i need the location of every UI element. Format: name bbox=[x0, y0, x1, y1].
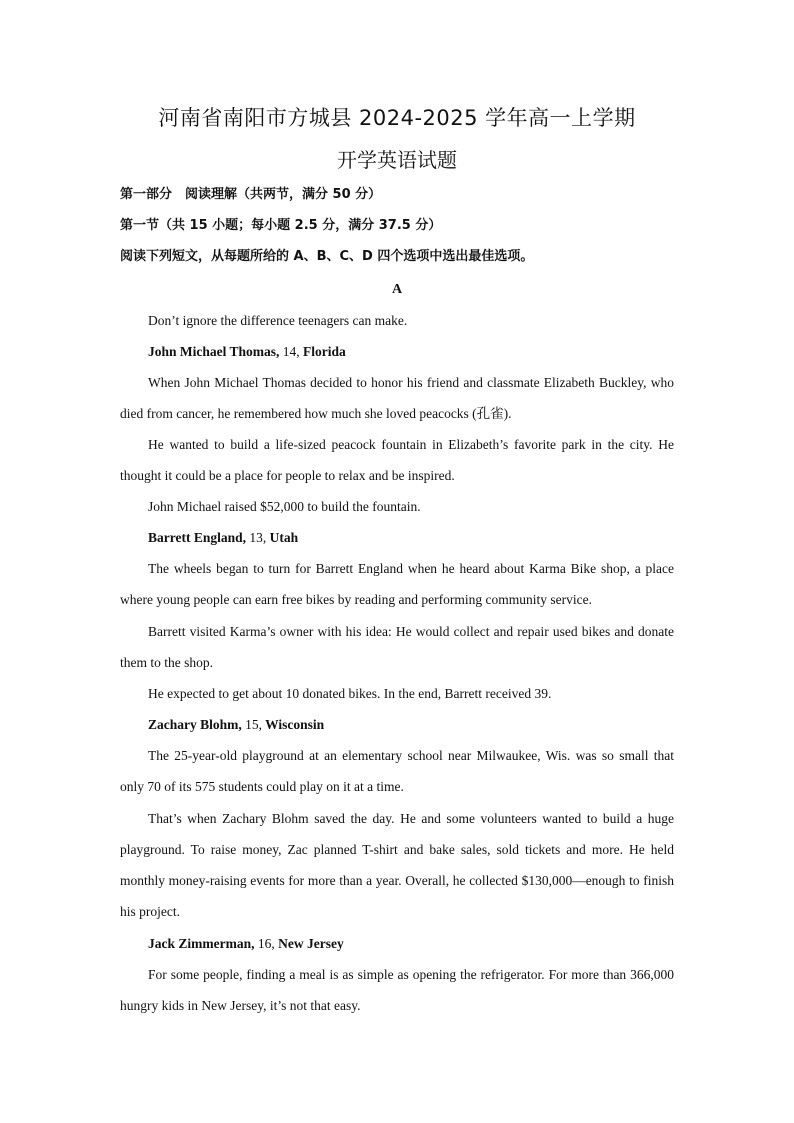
directions: 阅读下列短文，从每题所给的 A、B、C、D 四个选项中选出最佳选项。 bbox=[120, 249, 534, 264]
passage-intro: Don’t ignore the difference teenagers can make. bbox=[148, 313, 408, 328]
person-heading bbox=[120, 522, 674, 553]
paragraph: That’s when Zachary Blohm saved the day. He and some volunteers wanted to build a huge playground. To raise money, Zac planned T-shirt and bake sales, sold tickets and more. He held monthly money-raising events for more than a year. Overall, he collected $130,000—enough to finish his project. bbox=[120, 811, 674, 919]
person-place: Florida bbox=[299, 344, 346, 359]
person-heading bbox=[120, 336, 674, 367]
passage-label: A bbox=[391, 282, 403, 297]
person-place: Wisconsin bbox=[262, 717, 325, 732]
person-age: 13, bbox=[246, 530, 267, 545]
part-heading: 第一部分 阅读理解（共两节，满分 50 分） bbox=[120, 187, 382, 202]
paragraph: John Michael raised $52,000 to build the fountain. bbox=[148, 499, 421, 514]
paragraph: When John Michael Thomas decided to honor his friend and classmate Elizabeth Buckley, who died from cancer, he remembered how much she loved peacocks (孔雀). bbox=[120, 375, 674, 421]
paragraph: The 25-year-old playground at an elementary school near Milwaukee, Wis. was so small that only 70 of its 575 students could play on it at a time. bbox=[120, 748, 674, 794]
person-place: Utah bbox=[266, 530, 299, 545]
document-title: 河南省南阳市方城县 2024-2025 学年高一上学期 bbox=[158, 106, 636, 130]
person-heading bbox=[120, 709, 674, 740]
person-age: 16, bbox=[254, 936, 275, 951]
person-place: New Jersey bbox=[274, 936, 344, 951]
person-name: Barrett England, bbox=[148, 530, 247, 545]
person-name: John Michael Thomas, bbox=[148, 344, 280, 359]
person-age: 15, bbox=[241, 717, 263, 732]
paragraph: He wanted to build a life-sized peacock fountain in Elizabeth’s favorite park in the city. He thought it could be a place for people to relax and be inspired. bbox=[120, 437, 674, 483]
paragraph: He expected to get about 10 donated bikes. In the end, Barrett received 39. bbox=[148, 686, 552, 701]
person-name: Jack Zimmerman, bbox=[148, 936, 255, 951]
paragraph: For some people, finding a meal is as simple as opening the refrigerator. For more than 366,000 hungry kids in New Jersey, it’s not that easy. bbox=[120, 967, 674, 1013]
document-subtitle: 开学英语试题 bbox=[337, 148, 457, 172]
person-name: Zachary Blohm, bbox=[148, 717, 242, 732]
section-heading: 第一节（共 15 小题；每小题 2.5 分，满分 37.5 分） bbox=[120, 218, 442, 233]
person-age: 14, bbox=[279, 344, 300, 359]
person-heading bbox=[120, 928, 674, 959]
paragraph: The wheels began to turn for Barrett England when he heard about Karma Bike shop, a place where young people can earn free bikes by reading and performing community service. bbox=[120, 561, 674, 607]
paragraph: Barrett visited Karma’s owner with his idea: He would collect and repair used bikes and donate them to the shop. bbox=[120, 624, 674, 670]
